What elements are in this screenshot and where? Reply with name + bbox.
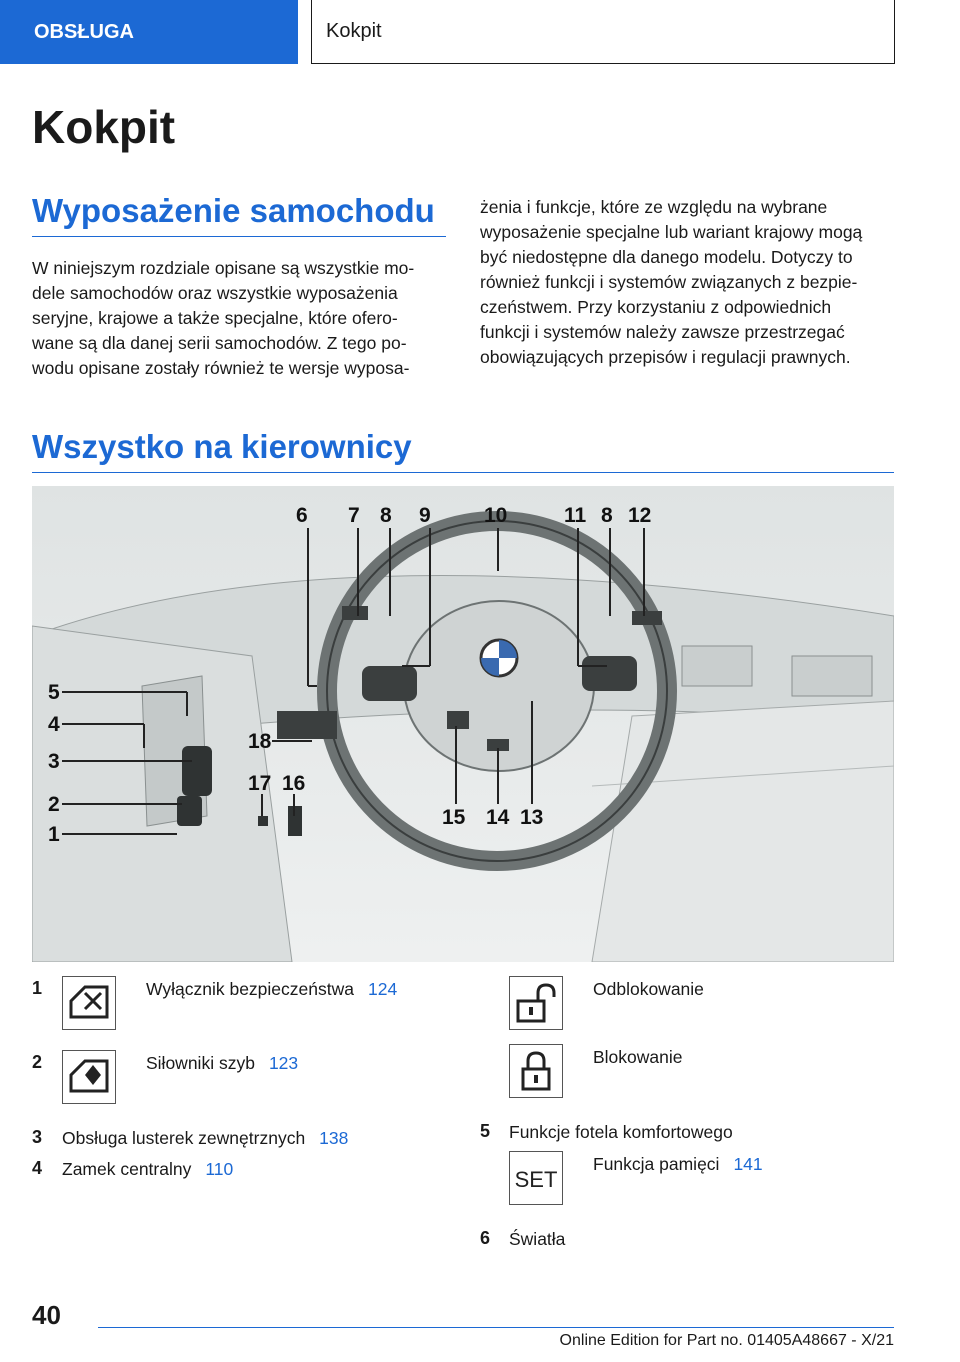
- legend-number-3: 3: [32, 1127, 43, 1147]
- page-ref-138[interactable]: 138: [319, 1128, 349, 1148]
- callout-5: 5: [48, 681, 60, 704]
- section-title-steering: Wszystko na kierownicy: [32, 428, 894, 473]
- intro-paragraph-left: W niniejszym rozdziale opisane są wszystkie mo‐ dele samochodów oraz wszystkie wyposażenia seryjne, krajowe a także specjalne, które ofero‐ wane są dla danej serii samochodów. Z tego po‐ wodu opisane zostały również te wersje wyposa‐: [32, 258, 415, 378]
- page-ref-123[interactable]: 123: [268, 1053, 299, 1073]
- callout-3: 3: [48, 750, 60, 773]
- page-ref-110[interactable]: 110: [205, 1159, 234, 1179]
- callout-11: 11: [564, 504, 587, 527]
- legend-item-unlock: Odblokowanie: [593, 979, 704, 999]
- header-chapter: Kokpit: [311, 0, 895, 64]
- callout-6: 6: [296, 504, 308, 527]
- set-label: SET: [514, 1167, 558, 1192]
- page-ref-124[interactable]: 124: [367, 979, 398, 999]
- legend-item-memory: Funkcja pamięci 141: [593, 1154, 763, 1174]
- footer-edition: Online Edition for Part no. 01405A48667 - X/21: [98, 1327, 894, 1350]
- legend-item-2: Siłowniki szyb 123: [146, 1053, 299, 1073]
- legend-item-1: Wyłącznik bezpieczeństwa 124: [146, 979, 398, 999]
- callout-12: 12: [628, 504, 652, 527]
- power-window-icon: [62, 1050, 116, 1104]
- callout-17: 17: [248, 772, 272, 795]
- callout-2: 2: [48, 793, 60, 816]
- page-number: 40: [32, 1300, 61, 1330]
- legend-number-2: 2: [32, 1052, 43, 1072]
- callout-10: 10: [484, 504, 508, 527]
- legend-item-5: Funkcje fotela komfortowego: [509, 1122, 733, 1142]
- callout-13: 13: [520, 806, 544, 829]
- memory-set-icon: [509, 1151, 563, 1205]
- legend-number-6: 6: [480, 1228, 491, 1248]
- window-safety-switch-icon: [62, 976, 116, 1030]
- callout-1: 1: [48, 823, 60, 846]
- callout-9: 9: [419, 504, 431, 527]
- steering-wheel-illustration: [32, 486, 894, 962]
- legend-number-1: 1: [32, 978, 43, 998]
- callout-18: 18: [248, 730, 272, 753]
- cockpit-drawing: [32, 486, 894, 962]
- callout-4: 4: [48, 713, 60, 736]
- legend-item-3: Obsługa lusterek zewnętrznych 138: [62, 1128, 349, 1148]
- section-title-equipment: Wyposażenie samochodu: [32, 192, 446, 237]
- callout-7: 7: [348, 504, 360, 527]
- callout-8-right: 8: [601, 504, 613, 527]
- legend-item-4: Zamek centralny 110: [62, 1159, 234, 1179]
- header-section-tab: OBSŁUGA: [0, 0, 298, 64]
- legend-item-lock: Blokowanie: [593, 1047, 683, 1067]
- callout-14: 14: [486, 806, 510, 829]
- callout-16: 16: [282, 772, 306, 795]
- unlock-icon: [509, 976, 563, 1030]
- page-ref-141[interactable]: 141: [733, 1154, 763, 1174]
- callout-8: 8: [380, 504, 392, 527]
- legend-number-4: 4: [32, 1158, 43, 1178]
- legend-item-6: Światła: [509, 1229, 566, 1249]
- intro-paragraph-right: żenia i funkcje, które ze względu na wybrane wyposażenie specjalne lub wariant krajowy mogą być niedostępne dla danego modelu. Dotyczy to również funkcji i systemów związanych z bezpie‐ czeństwem. Przy korzystaniu z odpowiednich funkcji i systemów należy zawsze przestrzegać obowiązujących przepisów i regulacji prawnych.: [480, 197, 863, 367]
- legend-number-5: 5: [480, 1121, 491, 1141]
- page-title: Kokpit: [32, 101, 176, 153]
- lock-icon: [509, 1044, 563, 1098]
- callout-15: 15: [442, 806, 466, 829]
